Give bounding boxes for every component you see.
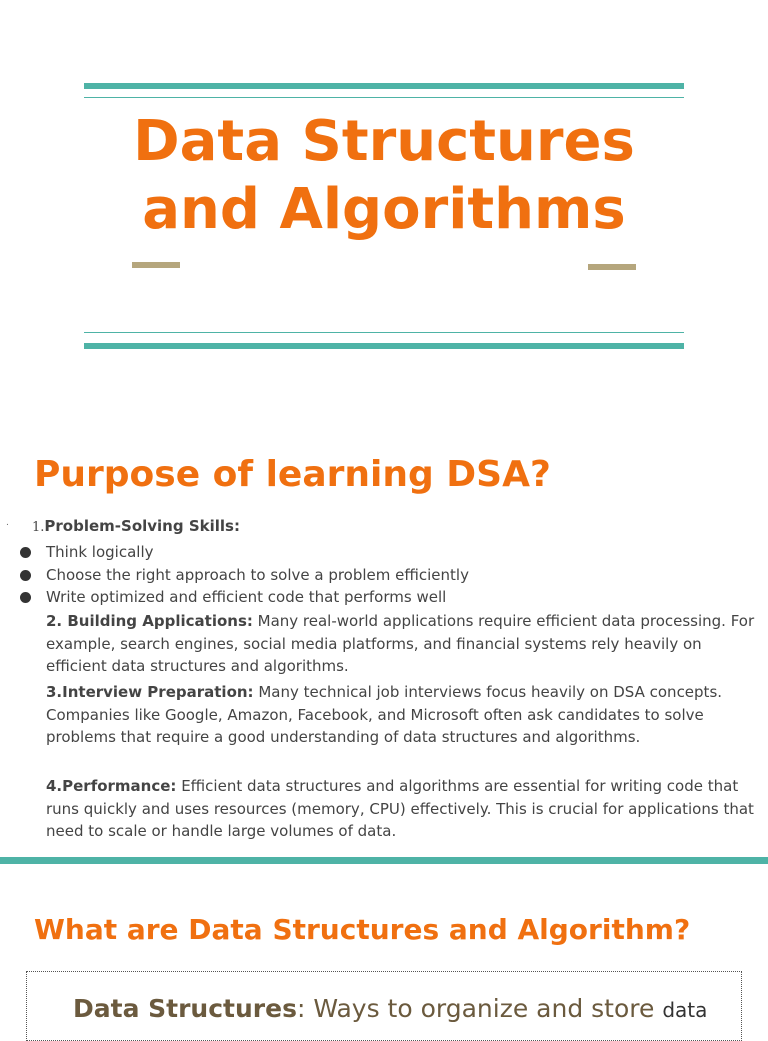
point-1-heading — [32, 515, 240, 540]
what-heading: What are Data Structures and Algorithm? — [34, 913, 691, 946]
bullet-item: Choose the right approach to solve a problem efficiently — [20, 564, 469, 587]
slide-title — [84, 108, 684, 244]
bottom-thick-rule — [84, 343, 684, 349]
point-2-text: Many real-world applications require efficient data processing. For example, search engines, social media platforms, and financial systems rely heavily on efficient data structures and algorithms. — [46, 612, 755, 675]
point-1-title: Problem-Solving Skills: — [44, 517, 240, 535]
point-3-text: Many technical job interviews focus heavily on DSA concepts. Companies like Google, Amazon, Facebook, and Microsoft often ask candidates to solve problems that require a good understanding of data structures and algorithms. — [46, 683, 723, 746]
bullet-item: Think logically — [20, 541, 469, 564]
point-4-paragraph — [46, 775, 758, 843]
point-2-title: 2. Building Applications: — [46, 612, 253, 630]
point-4-text: Efficient data structures and algorithms are essential for writing code that runs quickly and uses resources (memory, CPU) effectively. This is crucial for applications that need to scale or handle large volumes of data. — [46, 777, 754, 840]
section-divider — [0, 857, 768, 864]
top-thick-rule — [84, 83, 684, 89]
definition-text: : Ways to organize and store — [296, 994, 655, 1023]
bullet-item: Write optimized and efficient code that performs well — [20, 586, 469, 609]
definition-tail: data — [662, 998, 708, 1022]
skills-bullet-list — [20, 541, 469, 609]
point-4-title: 4.Performance: — [46, 777, 177, 795]
definition-term: Data Structures — [73, 994, 297, 1023]
purpose-heading: Purpose of learning DSA? — [34, 454, 551, 495]
definition-box — [26, 971, 742, 1041]
point-2-paragraph — [46, 610, 758, 678]
title-line-1: Data Structures — [133, 109, 635, 174]
bottom-thin-rule — [84, 332, 684, 333]
point-1-number: 1. — [32, 520, 45, 535]
title-line-2: and Algorithms — [142, 177, 626, 242]
left-accent-dash — [132, 262, 180, 268]
point-3-title: 3.Interview Preparation: — [46, 683, 254, 701]
stray-dot: . — [6, 518, 9, 528]
top-thin-rule — [84, 97, 684, 98]
right-accent-dash — [588, 264, 636, 270]
definition-line — [73, 992, 707, 1027]
point-3-paragraph — [46, 681, 758, 749]
